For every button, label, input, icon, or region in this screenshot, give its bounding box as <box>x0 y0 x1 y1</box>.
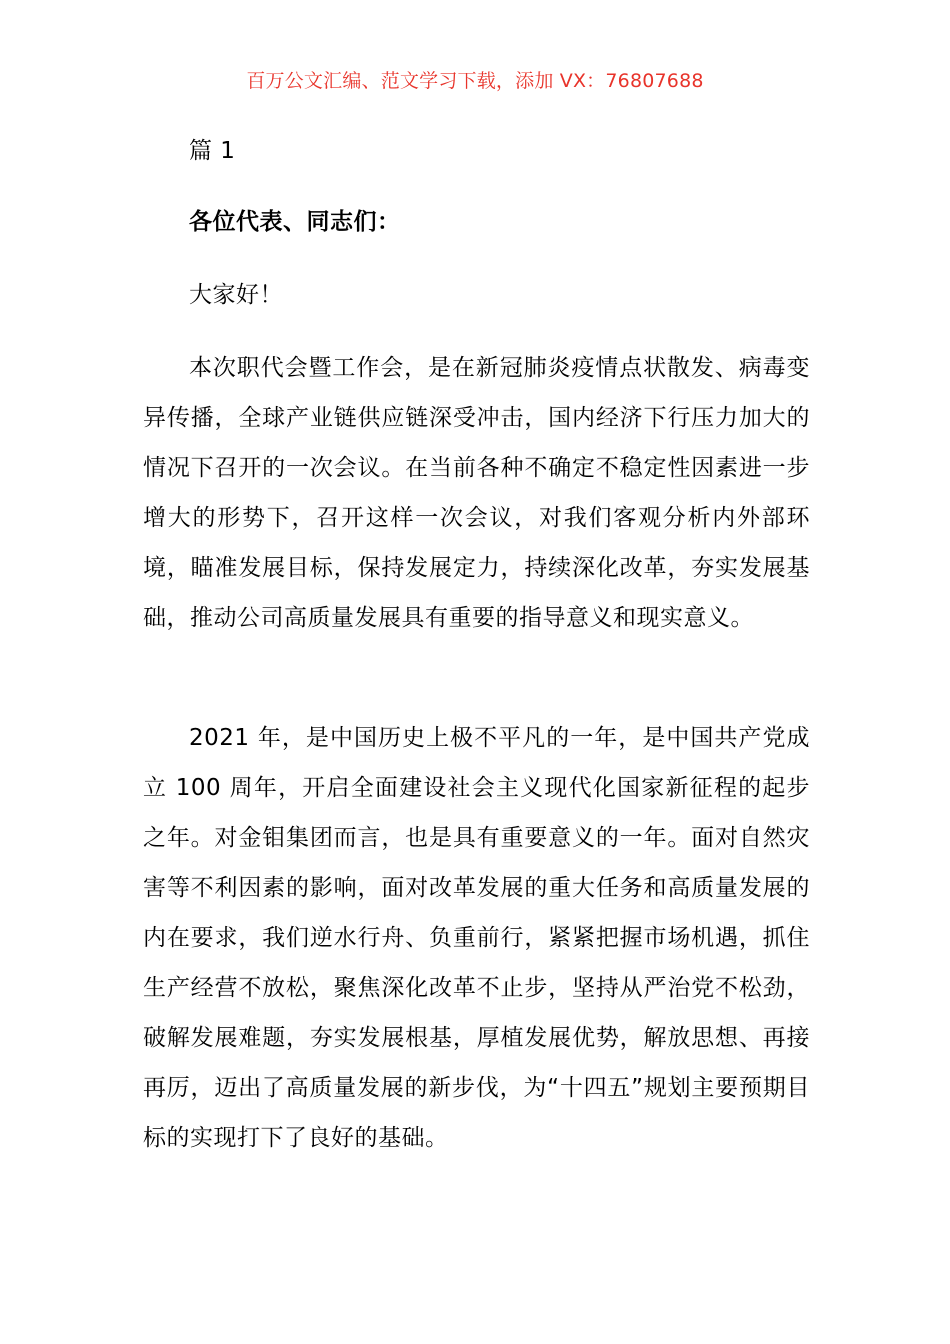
header-banner: 百万公文汇编、范文学习下载，添加 VX：76807688 <box>246 70 704 92</box>
body-paragraph: 2021 年，是中国历史上极不平凡的一年，是中国共产党成立 100 周年，开启全面建设社会主义现代化国家新征程的起步之年。对金钼集团而言，也是具有重要意义的一年。面对自然灾害等不利因素的影响，面对改革发展的重大任务和高质量发展的内在要求，我们逆水行舟、负重前行，紧紧把握市场机遇，抓住生产经营不放松，聚焦深化改革不止步，坚持从严治党不松劲，破解发展难题，夯实发展根基，厚植发展优势，解放思想、再接再厉，迈出了高质量发展的新步伐，为“十四五”规划主要预期目标的实现打下了良好的基础。 <box>143 725 810 1151</box>
body-paragraph: 本次职代会暨工作会，是在新冠肺炎疫情点状散发、病毒变异传播，全球产业链供应链深受冲击，国内经济下行压力加大的情况下召开的一次会议。在当前各种不确定不稳定性因素进一步增大的形势下，召开这样一次会议，对我们客观分析内外部环境，瞄准发展目标，保持发展定力，持续深化改革，夯实发展基础，推动公司高质量发展具有重要的指导意义和现实意义。 <box>143 355 810 631</box>
paragraph-block-1 <box>143 343 810 643</box>
paragraph-block-2 <box>143 713 810 1163</box>
greeting: 大家好！ <box>189 282 283 308</box>
section-title: 篇 1 <box>189 138 236 164</box>
salutation: 各位代表、同志们： <box>189 209 401 235</box>
